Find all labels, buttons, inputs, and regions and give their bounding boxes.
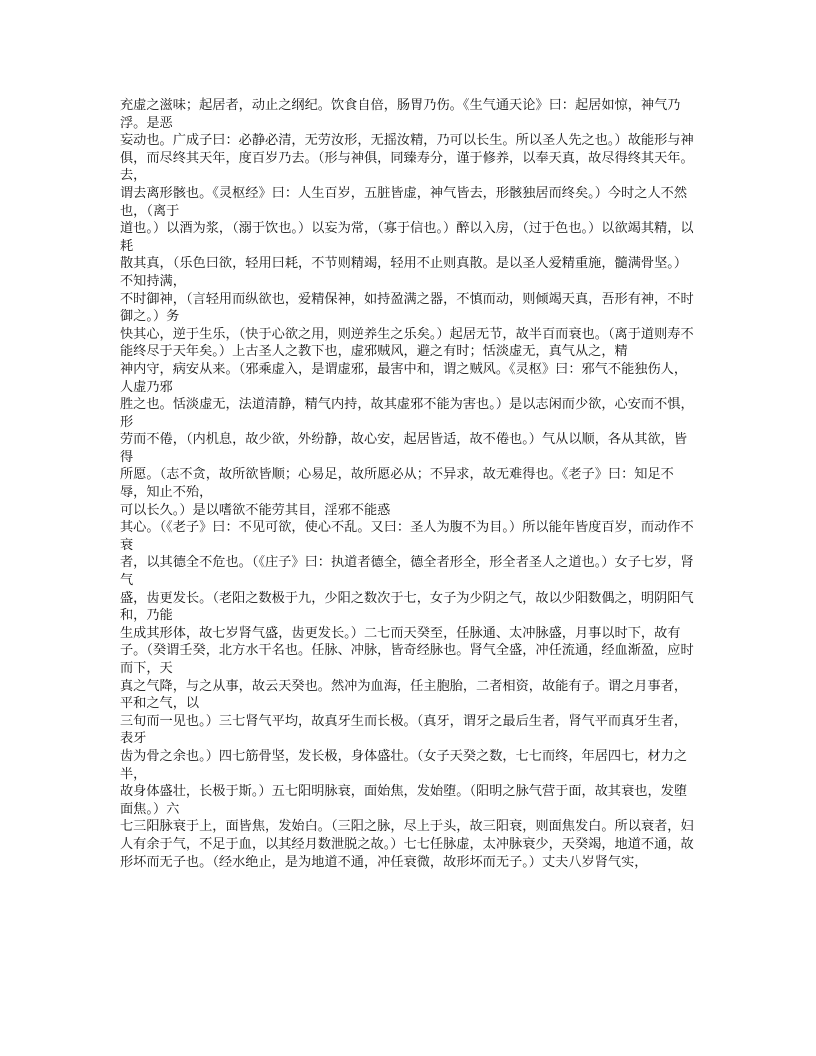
text-line: 谓去离形骸也。《灵枢经》曰：人生百岁，五脏皆虚，神气皆去，形骸独居而终矣。）今时之人不然也，（离于: [120, 185, 688, 219]
text-line: 劳而不倦，（内机息，故少欲，外纷静，故心安，起居皆适，故不倦也。）气从以顺，各从其欲，皆得: [120, 432, 688, 465]
text-line: 充虚之滋味；起居者，动止之纲纪。饮食自倍，肠胃乃伤。《生气通天论》曰：起居如惊，神气乃浮。是恶: [120, 98, 681, 131]
text-line: 可以长久。）是以嗜欲不能劳其目，淫邪不能惑: [120, 502, 391, 518]
text-line: 妄动也。广成子曰：必静必清，无劳汝形，无摇汝精，乃可以长生。所以圣人先之也。）故能形与神: [120, 133, 694, 149]
text-line: 故身体盛壮，长极于斯。）五七阳明脉衰，面始焦，发始堕。（阳明之脉气营于面，故其衰也，发堕面焦。）六: [120, 784, 688, 817]
text-line: 神内守，病安从来。（邪乘虚入，是谓虚邪，最害中和，谓之贼风。《灵枢》曰：邪气不能独伤人，人虚乃邪: [120, 361, 688, 395]
text-line: 胜之也。恬淡虚无，法道清静，精气内持，故其虚邪不能为害也。）是以志闲而少欲，心安而不惧，形: [120, 397, 694, 430]
text-line: 能终尽于天年矣。）上古圣人之教下也，虚邪贼风，避之有时；恬淡虚无，真气从之，精: [120, 344, 628, 360]
text-line: 俱，而尽终其天年，度百岁乃去。（形与神俱，同臻寿分，谨于修养，以奉天真，故尽得终其天年。去，: [120, 150, 694, 184]
text-line: 散其真，（乐色曰欲，轻用曰耗，不节则精竭，轻用不止则真散。是以圣人爱精重施，髓满骨坚。）不知持满，: [120, 256, 688, 289]
text-line: 三旬而一见也。）三七肾气平均，故真牙生而长极。（真牙，谓牙之最后生者，肾气平而真牙生者，表牙: [120, 713, 688, 747]
text-line: 七三阳脉衰于上，面皆焦，发始白。（三阳之脉，尽上于头，故三阳衰，则面焦发白。所以衰者，妇: [120, 819, 694, 835]
text-line: 生成其形体，故七岁肾气盛，齿更发长。）二七而天癸至，任脉通、太冲脉盛，月事以时下，故有子。（癸谓壬癸，北方水干名也。任脉、冲脉，皆奇经脉也。肾气全盛，冲任流通，经血渐盈，应时而下，天: [120, 625, 694, 676]
text-line: 道也。）以酒为浆，（溺于饮也。）以妄为常，（寡于信也。）醉以入房，（过于色也。）以欲竭其精，以耗: [120, 221, 694, 254]
text-line: 者，以其德全不危也。（《庄子》曰：执道者德全，德全者形全，形全者圣人之道也。）女子七岁，肾气: [120, 555, 694, 589]
text-line: 盛，齿更发长。（老阳之数极于九，少阳之数次于七，女子为少阴之气，故以少阳数偶之，明阴阳气和，乃能: [120, 590, 694, 624]
text-line: 其心。（《老子》曰：不见可欲，使心不乱。又曰：圣人为腹不为目。）所以能年皆度百岁，而动作不衰: [120, 520, 694, 553]
text-line: 所愿。（志不贪，故所欲皆顺；心易足，故所愿必从；不异求，故无难得也。《老子》曰：知足不辱，知止不殆，: [120, 467, 674, 501]
text-line: 齿为骨之余也。）四七筋骨坚，发长极，身体盛壮。（女子天癸之数，七七而终，年居四七，材力之半，: [120, 748, 688, 782]
body-text: [120, 97, 700, 871]
text-line: 真之气降，与之从事，故云天癸也。然冲为血海，任主胞胎，二者相资，故能有子。谓之月事者，平和之气，以: [120, 678, 688, 712]
text-line: 快其心，逆于生乐，（快于心欲之用，则逆养生之乐矣。）起居无节，故半百而衰也。（离于道则寿不: [120, 326, 694, 342]
text-line: 人有余于气，不足于血，以其经月数泄脱之故。）七七任脉虚，太冲脉衰少，天癸竭，地道不通，故形坏而无子也。（经水绝止，是为地道不通，冲任衰微，故形坏而无子。）丈夫八岁肾气实，: [120, 836, 694, 870]
text-line: 不时御神，（言轻用而纵欲也，爱精保神，如持盈满之器，不慎而动，则倾竭天真，吾形有神，不时御之。）务: [120, 291, 694, 325]
